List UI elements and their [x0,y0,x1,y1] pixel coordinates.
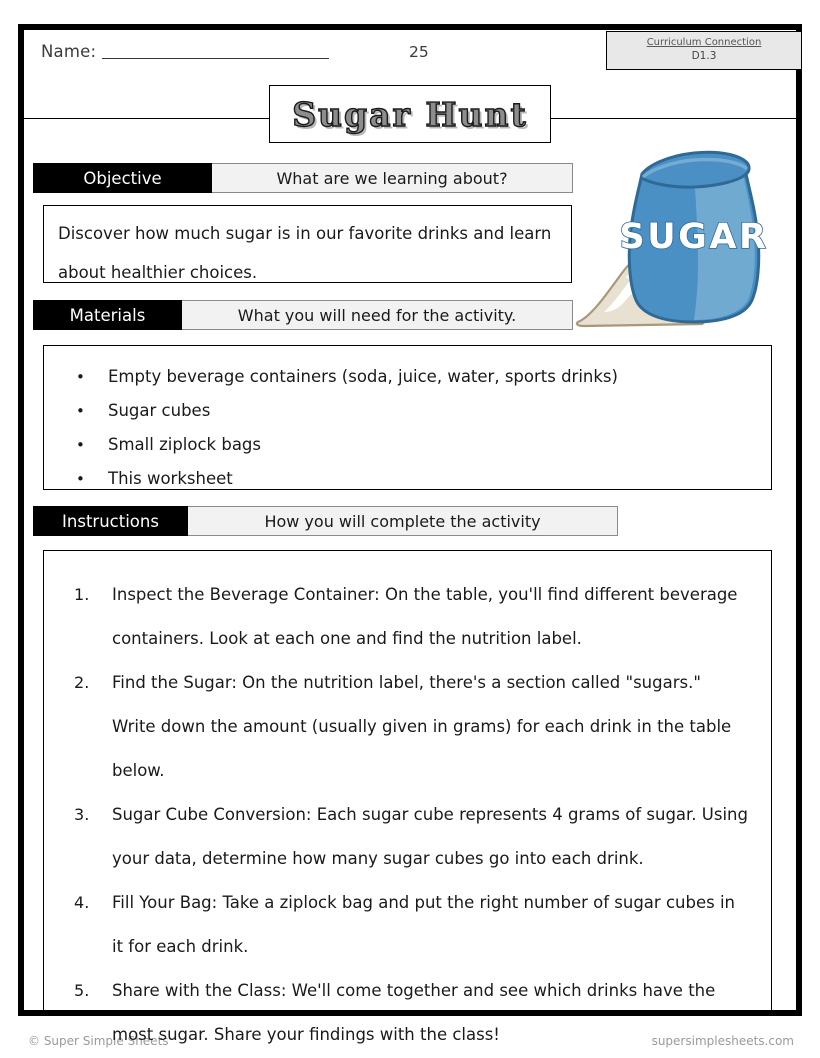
list-item: Find the Sugar: On the nutrition label, there's a section called "sugars." Write down the amount (usually given in grams) for each drink in the table below. [112,673,732,780]
footer-website[interactable]: supersimplesheets.com [651,1034,794,1048]
name-write-line[interactable] [102,58,329,59]
objective-tab-label: Objective [33,163,212,193]
page-title: Sugar Hunt [292,94,528,134]
instructions-subtitle: How you will complete the activity [188,506,618,536]
sugar-bag-svg [570,140,795,340]
curriculum-connection-code: D1.3 [691,50,717,62]
materials-list [44,346,771,496]
worksheet-title-box [269,85,551,143]
sugar-bag-label: SUGAR [619,217,769,257]
name-label: Name: [41,42,97,61]
instructions-list [44,551,771,1057]
curriculum-connection-box [606,31,802,70]
list-item: • Empty beverage containers (soda, juice, water, sports drinks) [44,360,771,394]
sugar-bag-illustration [570,140,795,340]
list-item: Inspect the Beverage Container: On the table, you'll find different beverage containers. Look at each one and find the nutrition label. [112,585,738,648]
footer-copyright: © Super Simple Sheets [28,1034,169,1048]
instructions-tab-label: Instructions [33,506,188,536]
objective-section-header [33,163,573,193]
materials-section-header [33,300,573,330]
list-item: • Sugar cubes [44,394,771,428]
objective-body-text: Discover how much sugar is in our favorite drinks and learn about healthier choices. [58,224,552,282]
materials-tab-label: Materials [33,300,182,330]
page-number: 25 [409,43,429,61]
list-item: Sugar Cube Conversion: Each sugar cube represents 4 grams of sugar. Using your data, determine how many sugar cubes go into each drink. [112,805,748,868]
objective-content-box [43,205,572,283]
materials-subtitle: What you will need for the activity. [182,300,573,330]
list-item: Share with the Class: We'll come together and see which drinks have the most sugar. Share your findings with the class! [112,981,716,1044]
list-item: • This worksheet [44,462,771,496]
list-item: Fill Your Bag: Take a ziplock bag and put the right number of sugar cubes in it for each drink. [112,893,735,956]
curriculum-connection-title: Curriculum Connection [646,37,762,48]
objective-subtitle: What are we learning about? [212,163,573,193]
list-item: • Small ziplock bags [44,428,771,462]
instructions-section-header [33,506,618,536]
materials-content-box [43,345,772,490]
